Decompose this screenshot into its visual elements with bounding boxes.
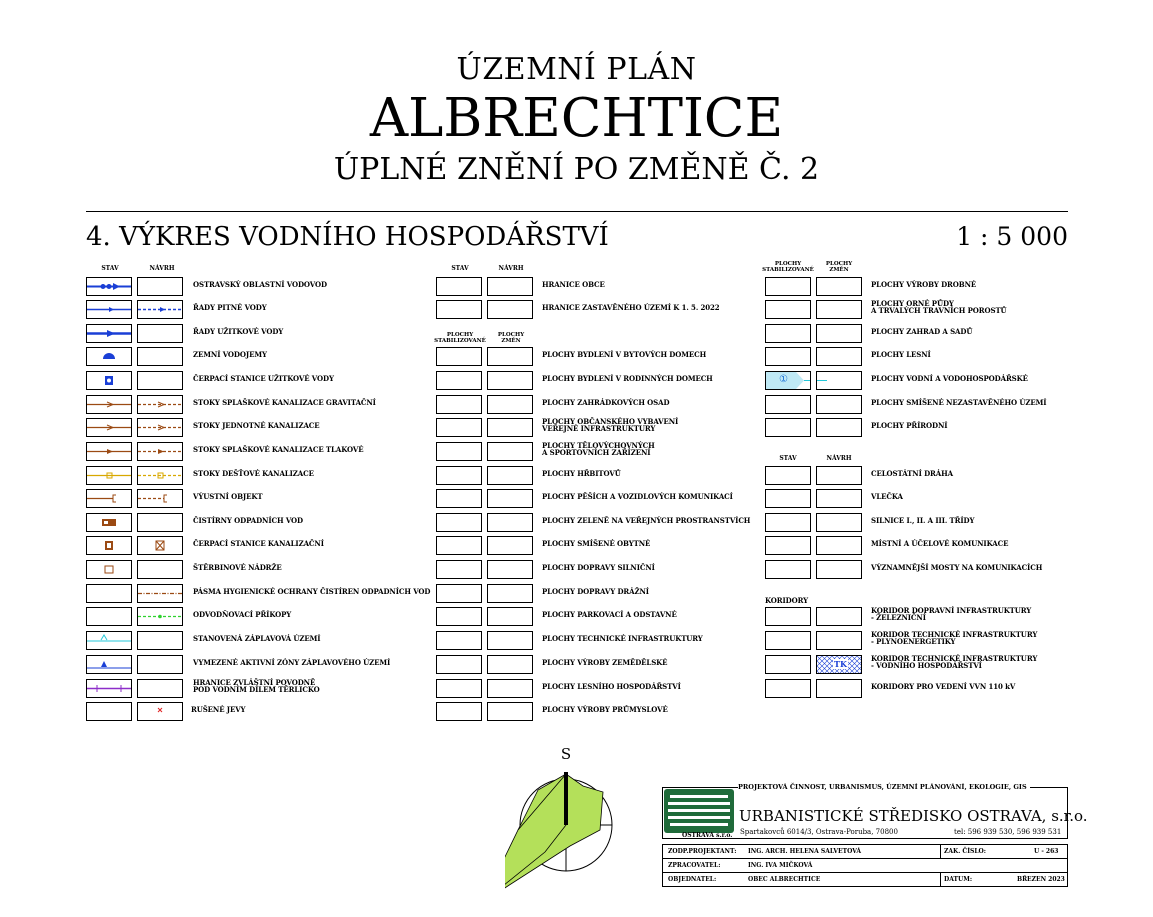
legend-label: ŘADY PITNÉ VODY	[193, 303, 267, 312]
legend-label: VYMEZENÉ AKTIVNÍ ZÓNY ZÁPLAVOVÉHO ÚZEMÍ	[193, 658, 391, 667]
legend-label: PLOCHY PŘÍRODNÍ	[871, 421, 948, 430]
legend-label: ŠTĚRBINOVÉ NÁDRŽE	[193, 563, 282, 572]
legend-zmen-box	[487, 607, 533, 626]
legend-row	[436, 536, 756, 556]
legend-row	[86, 513, 426, 533]
sheet-title: 4. VÝKRES VODNÍHO HOSPODÁŘSTVÍ	[86, 222, 609, 252]
legend-navrh-box	[816, 631, 862, 650]
legend-stav-box	[86, 560, 132, 579]
legend-row	[765, 466, 1065, 486]
date-label: DATUM:	[944, 876, 973, 883]
legend-row	[86, 371, 426, 391]
water-area-symbol: ①	[779, 374, 788, 385]
processor-value: ING. IVA MIČKOVÁ	[748, 862, 813, 869]
legend-row	[765, 277, 1065, 297]
legend-row	[436, 395, 756, 415]
title-block-divider	[662, 872, 1068, 873]
legend-label: PLOCHY SMÍŠENÉ NEZASTAVĚNÉHO ÚZEMÍ	[871, 398, 1047, 407]
legend-label: PLOCHY VÝROBY ZEMĚDĚLSKÉ	[542, 658, 668, 667]
legend-navrh-box	[137, 442, 183, 461]
legend-stav-box	[86, 418, 132, 437]
order-number-value: U - 263	[1034, 848, 1059, 855]
legend-stav-box	[765, 560, 811, 579]
date-value: BŘEZEN 2023	[1017, 876, 1065, 883]
legend-stab-box	[436, 442, 482, 461]
legend-navrh-box	[137, 513, 183, 532]
legend-label: PLOCHY VÝROBY DROBNÉ	[871, 280, 977, 289]
legend-label: PLOCHY VODNÍ A VODOHOSPODÁŘSKÉ	[871, 374, 1028, 383]
legend-row	[436, 277, 756, 297]
legend-navrh-box	[816, 513, 862, 532]
legend-navrh-box	[137, 466, 183, 485]
north-arrow-label: S	[560, 745, 572, 763]
legend-stav-box	[86, 584, 132, 603]
legend-label: PLOCHY ZAHRAD A SADŮ	[871, 327, 973, 336]
legend-stav-box	[765, 489, 811, 508]
legend-navrh-box	[137, 655, 183, 674]
legend-navrh-box	[137, 679, 183, 698]
legend-stav-box	[86, 679, 132, 698]
legend-stav-box	[765, 607, 811, 626]
legend-zmen-box	[487, 655, 533, 674]
legend-label: STOKY SPLAŠKOVÉ KANALIZACE GRAVITAČNÍ	[193, 398, 376, 407]
legend-label: HRANICE ZVLÁŠTNÍ POVODNĚ POD VODNÍM DÍLEM TĚRLICKO	[193, 678, 320, 694]
legend-zmen-box	[816, 371, 862, 390]
legend-stav-box	[86, 702, 132, 721]
legend-row	[436, 679, 756, 699]
company-address: Spartakovců 6014/3, Ostrava-Poruba, 70800	[740, 828, 898, 836]
legend-navrh-box	[137, 324, 183, 343]
legend-label: PLOCHY BYDLENÍ V BYTOVÝCH DOMECH	[542, 350, 707, 359]
legend-row	[86, 277, 426, 297]
legend-navrh-box	[137, 395, 183, 414]
legend-label: KORIDOR DOPRAVNÍ INFRASTRUKTURY - ŽELEZNIČNÍ	[871, 606, 1032, 622]
legend-zmen-box	[487, 395, 533, 414]
legend-row	[765, 560, 1065, 580]
legend-stab-box	[436, 536, 482, 555]
plan-type-title: ÚZEMNÍ PLÁN	[456, 52, 697, 87]
legend-row	[86, 489, 426, 509]
legend-label: PLOCHY TĚLOVÝCHOVNÝCH A SPORTOVNÍCH ZAŘÍZENÍ	[542, 441, 655, 457]
legend-label: OSTRAVSKÝ OBLASTNÍ VODOVOD	[193, 280, 327, 289]
legend-zmen-box	[487, 679, 533, 698]
right-col-zmen-header: PLOCHY ZMĚN	[825, 261, 853, 273]
legend-row	[86, 442, 426, 462]
legend-row	[436, 466, 756, 486]
legend-label: STOKY JEDNOTNÉ KANALIZACE	[193, 421, 320, 430]
legend-label: PLOCHY TECHNICKÉ INFRASTRUKTURY	[542, 634, 703, 643]
legend-row	[86, 607, 426, 627]
legend-zmen-box	[816, 395, 862, 414]
legend-row	[436, 418, 756, 438]
legend-navrh-box	[487, 277, 533, 296]
legend-stab-box	[436, 560, 482, 579]
legend-label: ČERPACÍ STANICE KANALIZAČNÍ	[193, 539, 324, 548]
legend-zmen-box	[816, 418, 862, 437]
legend-stav-box	[436, 300, 482, 319]
legend-stab-box	[436, 418, 482, 437]
company-tagline: PROJEKTOVÁ ČINNOST, URBANISMUS, ÚZEMNÍ PLÁNOVÁNÍ, EKOLOGIE, GIS	[738, 783, 1030, 791]
title-block-divider	[940, 844, 941, 858]
legend-label: SILNICE I., II. A III. TŘÍDY	[871, 516, 975, 525]
legend-label: PLOCHY OBČANSKÉHO VYBAVENÍ VEŘEJNÉ INFRASTRUKTURY	[542, 417, 679, 433]
legend-stab-box	[436, 631, 482, 650]
legend-navrh-box	[137, 607, 183, 626]
legend-label: MÍSTNÍ A ÚČELOVÉ KOMUNIKACE	[871, 539, 1009, 548]
legend-zmen-box	[816, 347, 862, 366]
legend-stav-box	[765, 466, 811, 485]
legend-zmen-box	[487, 371, 533, 390]
legend-navrh-box	[137, 536, 183, 555]
legend-navrh-box	[137, 560, 183, 579]
legend-row	[86, 324, 426, 344]
legend-stab-box	[436, 513, 482, 532]
legend-row	[436, 584, 756, 604]
legend-stav-box	[765, 513, 811, 532]
legend-label: PLOCHY DOPRAVY DRÁŽNÍ	[542, 587, 649, 596]
legend-row	[436, 489, 756, 509]
legend-label: ČERPACÍ STANICE UŽITKOVÉ VODY	[193, 374, 334, 383]
legend-label: KORIDOR TECHNICKÉ INFRASTRUKTURY - PLYNOENERGETIKY	[871, 630, 1038, 646]
title-block	[662, 783, 1088, 887]
processor-label: ZPRACOVATEL:	[668, 862, 721, 869]
legend-label: PLOCHY HŘBITOVŮ	[542, 469, 621, 478]
legend-stav-box	[86, 395, 132, 414]
legend-stab-box	[765, 300, 811, 319]
legend-zmen-box	[487, 513, 533, 532]
legend-stav-box	[86, 607, 132, 626]
legend-row	[765, 324, 1065, 344]
client-value: OBEC ALBRECHTICE	[748, 876, 821, 883]
legend-zmen-box	[487, 584, 533, 603]
legend-zmen-box	[487, 466, 533, 485]
left-col-stav-header: STAV	[101, 265, 119, 272]
legend-stab-box	[765, 324, 811, 343]
legend-row	[86, 679, 426, 699]
legend-row	[86, 347, 426, 367]
legend-zmen-box	[487, 560, 533, 579]
responsible-designer-value: ING. ARCH. HELENA SALVETOVÁ	[748, 848, 862, 855]
legend-zmen-box	[816, 277, 862, 296]
legend-label: PLOCHY SMÍŠENÉ OBYTNÉ	[542, 539, 651, 548]
header-divider	[86, 211, 1068, 212]
legend-navrh-box	[137, 584, 183, 603]
legend-stav-box	[86, 513, 132, 532]
responsible-designer-label: ZODP.PROJEKTANT:	[668, 848, 737, 855]
legend-stab-box	[436, 655, 482, 674]
legend-label: KORIDORY PRO VEDENÍ VVN 110 kV	[871, 682, 1016, 691]
legend-label: PLOCHY ZAHRÁDKOVÝCH OSAD	[542, 398, 670, 407]
mid-col-zmen-header: PLOCHY ZMĚN	[497, 332, 525, 344]
legend-label: PLOCHY LESNÍ	[871, 350, 931, 359]
client-label: OBJEDNATEL:	[668, 876, 717, 883]
map-scale: 1 : 5 000	[956, 222, 1068, 251]
right-col-navrh-header: NÁVRH	[826, 455, 852, 462]
legend-navrh-box	[816, 655, 862, 674]
legend-row	[86, 560, 426, 580]
legend-label: ODVODŇOVACÍ PŘÍKOPY	[193, 610, 292, 619]
legend-row	[765, 489, 1065, 509]
legend-navrh-box	[137, 489, 183, 508]
legend-row	[765, 395, 1065, 415]
legend-label: VLEČKA	[871, 492, 903, 501]
legend-stav-box	[86, 371, 132, 390]
legend-row	[436, 560, 756, 580]
legend-row	[765, 300, 1065, 320]
legend-row	[436, 631, 756, 651]
legend-navrh-box	[137, 277, 183, 296]
title-block-divider	[940, 872, 941, 887]
legend-stav-box	[436, 277, 482, 296]
legend-navrh-box	[487, 300, 533, 319]
legend-row	[436, 655, 756, 675]
legend-row	[765, 536, 1065, 556]
legend-label: ČISTÍRNY ODPADNÍCH VOD	[193, 516, 304, 525]
legend-navrh-box	[816, 679, 862, 698]
legend-navrh-box	[137, 418, 183, 437]
legend-zmen-box	[487, 442, 533, 461]
legend-row	[86, 584, 431, 604]
legend-zmen-box	[487, 702, 533, 721]
legend-label: ZEMNÍ VODOJEMY	[193, 350, 267, 359]
title-block-divider	[662, 858, 1068, 859]
legend-stav-box	[86, 300, 132, 319]
legend-label: HRANICE ZASTAVĚNÉHO ÚZEMÍ K 1. 5. 2022	[542, 303, 720, 312]
legend-label: RUŠENÉ JEVY	[191, 705, 246, 714]
legend-stab-box	[765, 371, 811, 390]
legend-row	[436, 702, 756, 722]
mid-col-stab-header: PLOCHY STABILIZOVANÉ	[434, 332, 486, 344]
order-number-label: ZAK. ČÍSLO:	[944, 848, 987, 855]
legend-label: CELOSTÁTNÍ DRÁHA	[871, 469, 953, 478]
company-logo-icon	[664, 789, 734, 833]
right-col-stab-header: PLOCHY STABILIZOVANÉ	[762, 261, 814, 273]
legend-stav-box	[765, 679, 811, 698]
legend-stab-box	[436, 702, 482, 721]
legend-label: PLOCHY VÝROBY PRŮMYSLOVÉ	[542, 705, 668, 714]
legend-label: VÝZNAMNĚJŠÍ MOSTY NA KOMUNIKACÍCH	[871, 563, 1043, 572]
legend-stav-box	[86, 631, 132, 650]
legend-navrh-box	[816, 466, 862, 485]
legend-row	[86, 300, 426, 320]
legend-navrh-box	[137, 347, 183, 366]
legend-row	[86, 466, 426, 486]
legend-stab-box	[436, 466, 482, 485]
legend-label: PLOCHY DOPRAVY SILNIČNÍ	[542, 563, 655, 572]
legend-stav-box	[86, 655, 132, 674]
municipality-title: ALBRECHTICE	[369, 88, 784, 149]
legend-stab-box	[765, 347, 811, 366]
legend-zmen-box	[487, 347, 533, 366]
legend-row	[436, 371, 756, 391]
legend-zmen-box	[816, 324, 862, 343]
legend-row	[86, 536, 426, 556]
legend-navrh-box	[816, 489, 862, 508]
legend-row	[765, 347, 1065, 367]
company-phone: tel: 596 939 530, 596 939 531	[954, 828, 1062, 836]
plan-version-title: ÚPLNÉ ZNĚNÍ PO ZMĚNĚ Č. 2	[333, 152, 820, 187]
legend-navrh-box	[816, 536, 862, 555]
legend-label: PLOCHY ORNÉ PŮDY A TRVALÝCH TRAVNÍCH POROSTŮ	[871, 299, 1007, 315]
legend-stav-box	[765, 631, 811, 650]
legend-stav-box	[765, 536, 811, 555]
legend-row	[765, 607, 1065, 627]
legend-row	[436, 442, 756, 462]
legend-zmen-box	[487, 489, 533, 508]
legend-zmen-box	[816, 300, 862, 319]
legend-stav-box	[86, 489, 132, 508]
legend-stab-box	[436, 347, 482, 366]
legend-zmen-box	[487, 536, 533, 555]
legend-row	[765, 371, 1065, 391]
legend-row	[436, 347, 756, 367]
mid-col-stav-header: STAV	[451, 265, 469, 272]
legend-navrh-box	[137, 300, 183, 319]
legend-stab-box	[436, 489, 482, 508]
legend-stav-box	[86, 442, 132, 461]
legend-row	[86, 395, 426, 415]
mid-col-navrh-header: NÁVRH	[498, 265, 524, 272]
legend-stab-box	[436, 371, 482, 390]
legend-row	[86, 655, 426, 675]
company-name: URBANISTICKÉ STŘEDISKO OSTRAVA, s.r.o.	[739, 807, 1088, 825]
legend-row	[436, 300, 756, 320]
legend-row	[86, 631, 426, 651]
legend-navrh-box	[816, 560, 862, 579]
legend-label: PÁSMA HYGIENICKÉ OCHRANY ČISTÍREN ODPADNÍCH VOD	[193, 587, 431, 596]
legend-row	[765, 631, 1065, 651]
legend-label: VÝUSTNÍ OBJEKT	[193, 492, 263, 501]
legend-row	[436, 607, 756, 627]
legend-stab-box	[436, 607, 482, 626]
legend-stav-box	[86, 347, 132, 366]
legend-zmen-box	[487, 631, 533, 650]
legend-label: STOKY SPLAŠKOVÉ KANALIZACE TLAKOVÉ	[193, 445, 364, 454]
legend-stab-box	[436, 584, 482, 603]
legend-label: PLOCHY BYDLENÍ V RODINNÝCH DOMECH	[542, 374, 713, 383]
legend-stab-box	[765, 418, 811, 437]
north-arrow-icon	[505, 762, 630, 908]
right-col-stav-header: STAV	[779, 455, 797, 462]
left-col-navrh-header: NÁVRH	[149, 265, 175, 272]
legend-stab-box	[436, 395, 482, 414]
legend-label: PLOCHY PARKOVACÍ A ODSTAVNÉ	[542, 610, 677, 619]
legend-stav-box	[765, 655, 811, 674]
legend-stab-box	[436, 679, 482, 698]
legend-stav-box	[86, 536, 132, 555]
legend-row	[765, 655, 1065, 675]
legend-stav-box	[86, 324, 132, 343]
company-logo	[664, 789, 736, 839]
legend-row	[86, 418, 426, 438]
legend-navrh-box	[816, 607, 862, 626]
legend-stab-box	[765, 395, 811, 414]
legend-label: PLOCHY PĚŠÍCH A VOZIDLOVÝCH KOMUNIKACÍ	[542, 492, 733, 501]
legend-stav-box	[86, 277, 132, 296]
legend-row	[436, 513, 756, 533]
legend-row	[765, 679, 1065, 699]
legend-navrh-box	[137, 371, 183, 390]
legend-label: HRANICE OBCE	[542, 280, 605, 289]
koridory-title: KORIDORY	[765, 596, 809, 605]
legend-stav-box	[86, 466, 132, 485]
legend-label: STOKY DEŠŤOVÉ KANALIZACE	[193, 469, 314, 478]
logo-caption: OSTRAVA s.r.o.	[682, 832, 733, 839]
legend-navrh-box	[137, 631, 183, 650]
legend-label: KORIDOR TECHNICKÉ INFRASTRUKTURY - VODNÍHO HOSPODÁŘSTVÍ	[871, 654, 1038, 670]
legend-navrh-box	[137, 702, 183, 721]
legend-row	[765, 513, 1065, 533]
legend-row	[86, 702, 426, 722]
legend-row	[765, 418, 1065, 438]
legend-label: PLOCHY ZELENĚ NA VEŘEJNÝCH PROSTRANSTVÍCH	[542, 516, 751, 525]
legend-label: STANOVENÁ ZÁPLAVOVÁ ÚZEMÍ	[193, 634, 321, 643]
legend-zmen-box	[487, 418, 533, 437]
legend-label: PLOCHY LESNÍHO HOSPODÁŘSTVÍ	[542, 682, 681, 691]
legend-stab-box	[765, 277, 811, 296]
tk-corridor-symbol: TK	[834, 659, 847, 669]
legend-label: ŘADY UŽITKOVÉ VODY	[193, 327, 284, 336]
